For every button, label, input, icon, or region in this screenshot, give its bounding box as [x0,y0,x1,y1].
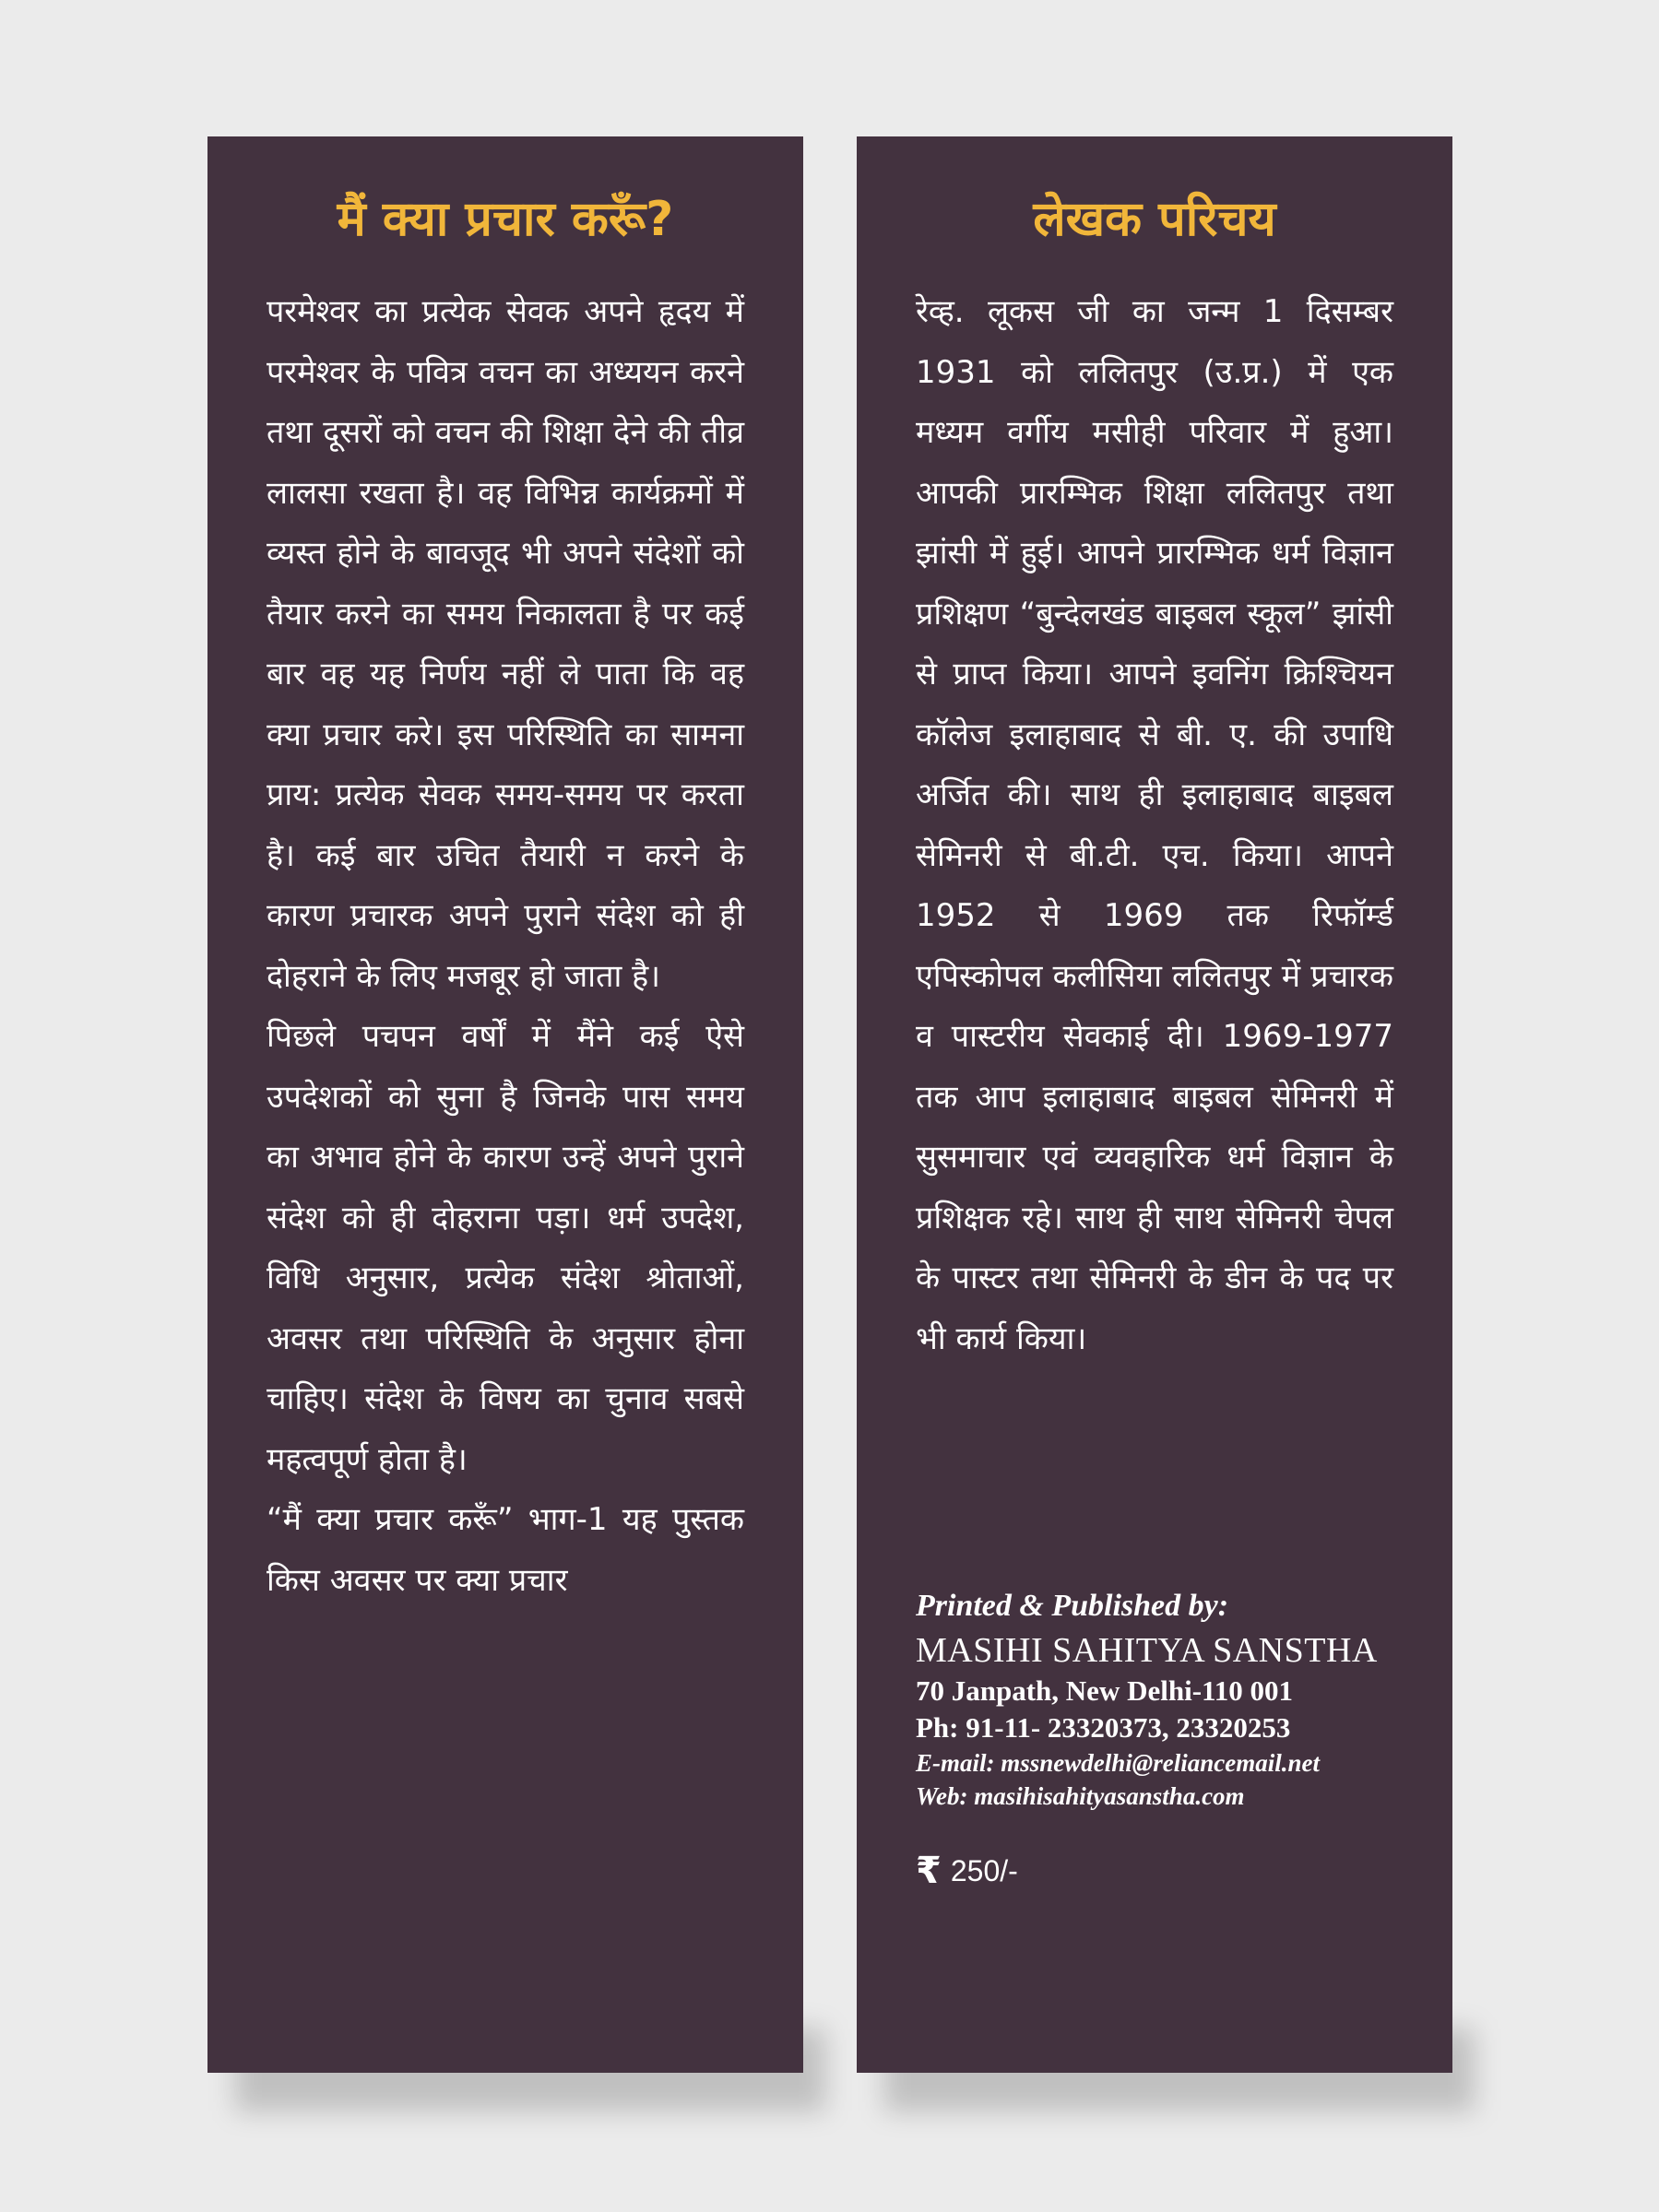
publisher-block [916,1584,1378,1892]
price-label [916,1850,1378,1892]
right-flap-title: लेखक परिचय [1033,192,1276,247]
price-value: 250/- [950,1853,1018,1887]
rupee-icon: ₹ [916,1850,942,1892]
publisher-email: E-mail: mssnewdelhi@reliancemail.net [916,1749,1320,1777]
author-bio-paragraph: रेव्ह. लूकस जी का जन्म 1 दिसम्बर 1931 को ललितपुर (उ.प्र.) में एक मध्यम वर्गीय मसीही परिवार में हुआ। आपकी प्रारम्भिक शिक्षा ललितपुर तथा झांसी में हुई। आपने प्रारम्भिक धर्म विज्ञान प्रशिक्षण “बुन्देलखंड बाइबल स्कूल” झांसी से प्राप्त किया। आपने इवनिंग क्रिश्चियन कॉलेज इलाहाबाद से बी. ए. की उपाधि अर्जित की। साथ ही इलाहाबाद बाइबल सेमिनरी से बी.टी. एच. किया। आपने 1952 से 1969 तक रिफॉर्म्ड एपिस्कोपल कलीसिया ललितपुर में प्रचारक व पास्टरीय सेवकाई दी। 1969-1977 तक आप इलाहाबाद बाइबल सेमिनरी में सुसमाचार एवं व्यवहारिक धर्म विज्ञान के प्रशिक्षक रहे। साथ ही साथ सेमिनरी चेपल के पास्टर तथा सेमिनरी के डीन के पद पर भी कार्य किया। [916,293,1393,1357]
right-flap-panel [857,136,1452,2073]
publisher-heading: Printed & Published by: [916,1589,1229,1623]
left-flap-paragraph: परमेश्वर का प्रत्येक सेवक अपने हृदय में परमेश्वर के पवित्र वचन का अध्ययन करने तथा दूसरों को वचन की शिक्षा देने की तीव्र लालसा रखता है। वह विभिन्न कार्यक्रमों में व्यस्त होने के बावजूद भी अपने संदेशों को तैयार करने का समय निकालता है पर कई बार वह यह निर्णय नहीं ले पाता कि वह क्या प्रचार करे। इस परिस्थिति का सामना प्राय: प्रत्येक सेवक समय-समय पर करता है। कई बार उचित तैयारी न करने के कारण प्रचारक अपने पुराने संदेश को ही दोहराने के लिए मजबूर हो जाता है। [267,293,744,995]
left-flap-paragraph: पिछले पचपन वर्षों में मैंने कई ऐसे उपदेशकों को सुना है जिनके पास समय का अभाव होने के कारण उन्हें अपने पुराने संदेश को ही दोहराना पड़ा। धर्म उपदेश, विधि अनुसार, प्रत्येक संदेश श्रोताओं, अवसर तथा परिस्थिति के अनुसार होना चाहिए। संदेश के विषय का चुनाव सबसे महत्वपूर्ण होता है। [267,1018,744,1478]
publisher-phone: Ph: 91-11- 23320373, 23320253 [916,1711,1291,1744]
left-flap-body [267,282,744,1611]
left-flap-paragraph: “मैं क्या प्रचार करूँ” भाग-1 यह पुस्तक किस अवसर पर क्या प्रचार [267,1501,744,1599]
left-flap-title: मैं क्या प्रचार करूँ? [337,192,674,247]
publisher-name: MASIHI SAHITYA SANSTHA [916,1631,1378,1670]
publisher-website: Web: masihisahityasanstha.com [916,1782,1245,1810]
publisher-address: 70 Janpath, New Delhi-110 001 [916,1674,1294,1707]
left-flap-panel [207,136,803,2073]
right-flap-body [916,282,1393,1369]
